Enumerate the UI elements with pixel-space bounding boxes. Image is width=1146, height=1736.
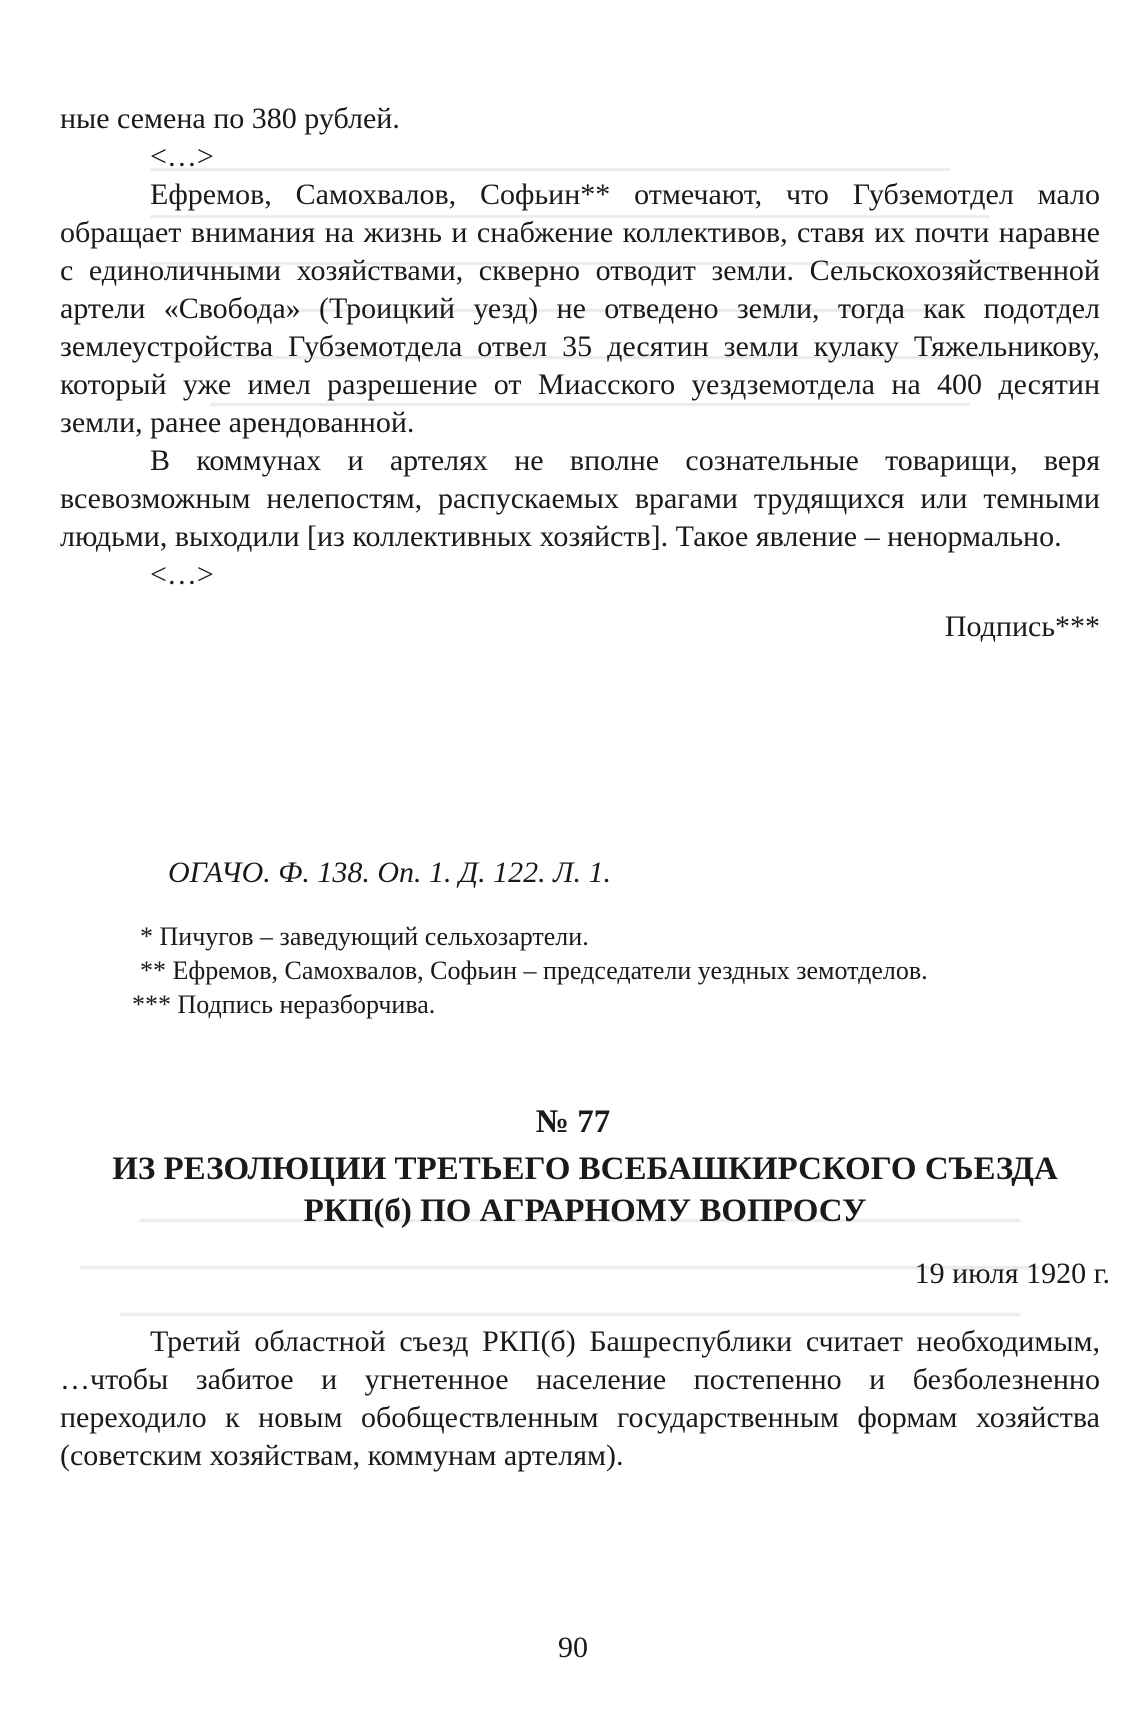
footnote-2: ** Ефремов, Самохвалов, Софьин – председатели уездных земотделов. xyxy=(140,956,928,985)
document-date: 19 июля 1920 г. xyxy=(914,1257,1110,1290)
omission-marker: <…> xyxy=(150,140,214,173)
archive-reference: ОГАЧО. Ф. 138. Оп. 1. Д. 122. Л. 1. xyxy=(168,856,611,889)
omission-marker-2: <…> xyxy=(150,558,214,591)
document-body xyxy=(60,1323,1100,1475)
body-text xyxy=(60,100,1100,646)
paragraph-continuation: ные семена по 380 рублей. xyxy=(60,102,400,135)
document-number: № 77 xyxy=(535,1104,611,1140)
footnote-3: *** Подпись неразборчива. xyxy=(132,990,436,1019)
paragraph-collectives: Ефремов, Самохвалов, Софьин** отмечают, что Губземотдел мало обращает внимания на жизнь и снабжение коллективов, ставя их почти наравне с единоличными хозяйствами, скверно отводит земли. Сельскохозяйственной артели «Свобода» (Троицкий уезд) не отведено земли, тогда как подотдел землеустройства Губземотдела отвел 35 десятин земли кулаку Тяжельникову, который уже имел разрешение от Миасского уездземотдела на 400 десятин земли, ранее арендованной. xyxy=(60,178,1100,439)
paragraph-communes: В коммунах и артелях не вполне сознательные товарищи, веря всевозможным нелепостям, распускаемых врагами трудящихся или темными людьми, выходили [из коллективных хозяйств]. Такое явление – ненормально. xyxy=(60,444,1100,553)
footnote-1: * Пичугов – заведующий сельхозартели. xyxy=(140,922,589,951)
document-title: ИЗ РЕЗОЛЮЦИИ ТРЕТЬЕГО ВСЕБАШКИРСКОГО СЪЕЗДА РКП(б) ПО АГРАРНОМУ ВОПРОСУ xyxy=(112,1151,1058,1229)
signature: Подпись*** xyxy=(944,610,1100,643)
resolution-paragraph: Третий областной съезд РКП(б) Башреспублики считает необходимым, …чтобы забитое и угнетенное население постепенно и безболезненно переходило к новым обобществленным государственным формам хозяйства (советским хозяйствам, коммунам артелям). xyxy=(60,1325,1100,1472)
page-number: 90 xyxy=(558,1631,588,1664)
footnotes xyxy=(132,920,928,1022)
